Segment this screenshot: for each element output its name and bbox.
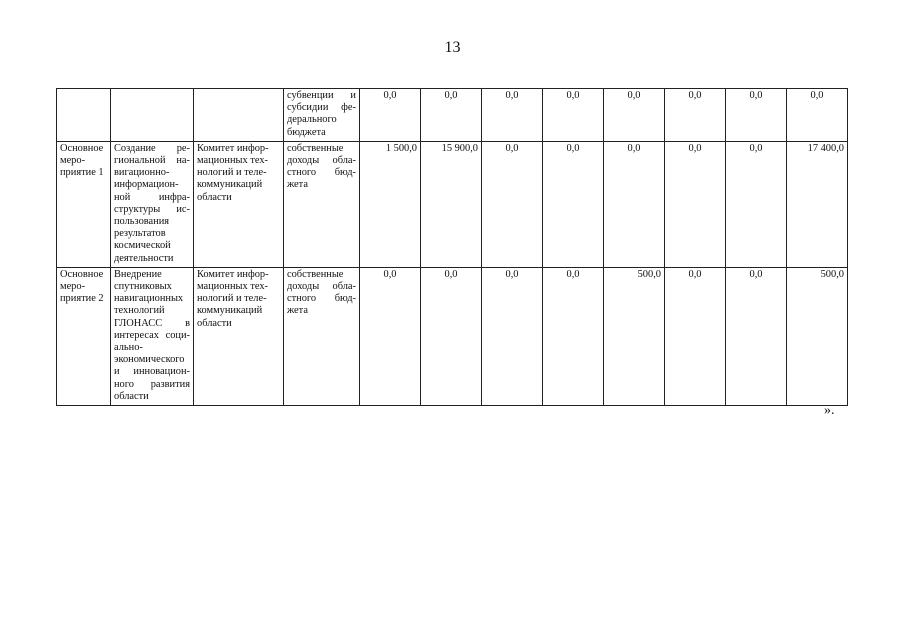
cell-text-line: коммуникаций: [197, 179, 263, 191]
event-cell: [57, 141, 111, 267]
cell-text-line: приятие 2: [60, 293, 104, 305]
cell-text-line: субсидии фе-: [287, 102, 356, 114]
cell-text-line: вигационно-: [114, 167, 170, 179]
cell-text-line: космической: [114, 240, 171, 252]
cell-text-line: мационных тех-: [197, 155, 268, 167]
value-cell: 0,0: [787, 89, 848, 142]
cell-text-line: собственные: [287, 142, 344, 154]
name-cell: [111, 141, 194, 267]
source-cell: [284, 141, 360, 267]
table-row: [57, 267, 848, 405]
cell-text-line: мационных тех-: [197, 281, 268, 293]
cell-text-line: ГЛОНАСС в: [114, 317, 190, 329]
value-cell: 0,0: [482, 141, 543, 267]
cell-text-line: бюджета: [287, 126, 326, 138]
cell-text-line: нологий и теле-: [197, 167, 267, 179]
cell-text-line: гиональной на-: [114, 155, 190, 167]
cell-text-line: ально-: [114, 342, 143, 354]
cell-text-line: результатов: [114, 228, 166, 240]
value-cell: 0,0: [482, 267, 543, 405]
value-cell: 0,0: [604, 141, 665, 267]
page-number: 13: [444, 39, 461, 56]
value-cell: 0,0: [543, 141, 604, 267]
value-cell: 17 400,0: [787, 141, 848, 267]
source-cell: [284, 267, 360, 405]
cell-text-line: Основное: [60, 142, 104, 154]
cell-text-line: нологий и теле-: [197, 293, 267, 305]
executor-cell: [194, 141, 284, 267]
closing-quote: ».: [824, 403, 835, 418]
cell-text-line: спутниковых: [114, 281, 172, 293]
value-cell: 500,0: [787, 267, 848, 405]
value-cell: 0,0: [421, 89, 482, 142]
name-cell: [111, 89, 194, 142]
cell-text-line: области: [197, 191, 232, 203]
cell-text-line: стного бюд-: [287, 167, 356, 179]
cell-text-line: Основное: [60, 268, 104, 280]
value-cell: 0,0: [482, 89, 543, 142]
value-cell: 1 500,0: [360, 141, 421, 267]
event-cell: [57, 89, 111, 142]
table-row: [57, 89, 848, 142]
value-cell: 0,0: [360, 89, 421, 142]
cell-text-line: жета: [287, 305, 308, 317]
cell-text-line: меро-: [60, 281, 86, 293]
value-cell: 0,0: [665, 141, 726, 267]
cell-text-line: Комитет инфор-: [197, 268, 269, 280]
name-cell: [111, 267, 194, 405]
cell-text-line: информацион-: [114, 179, 179, 191]
cell-text-line: приятие 1: [60, 167, 104, 179]
event-cell: [57, 267, 111, 405]
value-cell: 500,0: [604, 267, 665, 405]
cell-text-line: ной инфра-: [114, 191, 190, 203]
cell-text-line: доходы обла-: [287, 281, 356, 293]
cell-text-line: Комитет инфор-: [197, 142, 269, 154]
source-cell: [284, 89, 360, 142]
executor-cell: [194, 89, 284, 142]
cell-text-line: навигационных: [114, 293, 184, 305]
table-body: [57, 89, 848, 406]
value-cell: 0,0: [360, 267, 421, 405]
value-cell: 0,0: [543, 89, 604, 142]
cell-text-line: собственные: [287, 268, 344, 280]
value-cell: 0,0: [726, 141, 787, 267]
value-cell: 0,0: [421, 267, 482, 405]
value-cell: 0,0: [604, 89, 665, 142]
cell-text-line: доходы обла-: [287, 155, 356, 167]
cell-text-line: меро-: [60, 155, 86, 167]
value-cell: 0,0: [543, 267, 604, 405]
cell-text-line: технологий: [114, 305, 165, 317]
cell-text-line: ного развития: [114, 378, 190, 390]
cell-text-line: экономического: [114, 354, 185, 366]
cell-text-line: интересах соци-: [114, 329, 190, 341]
cell-text-line: области: [197, 317, 232, 329]
cell-text-line: коммуникаций: [197, 305, 263, 317]
value-cell: 0,0: [726, 267, 787, 405]
table-row: [57, 141, 848, 267]
cell-text-line: Создание ре-: [114, 142, 190, 154]
cell-text-line: области: [114, 390, 149, 402]
value-cell: 0,0: [665, 89, 726, 142]
value-cell: 0,0: [726, 89, 787, 142]
cell-text-line: жета: [287, 179, 308, 191]
value-cell: 0,0: [665, 267, 726, 405]
cell-text-line: дерального: [287, 114, 337, 126]
value-cell: 15 900,0: [421, 141, 482, 267]
cell-text-line: пользования: [114, 216, 170, 228]
cell-text-line: Внедрение: [114, 268, 162, 280]
cell-text-line: стного бюд-: [287, 293, 356, 305]
executor-cell: [194, 267, 284, 405]
cell-text-line: и инновацион-: [114, 366, 190, 378]
cell-text-line: деятельности: [114, 252, 174, 264]
budget-table: [56, 88, 848, 406]
cell-text-line: субвенции и: [287, 90, 356, 101]
cell-text-line: структуры ис-: [114, 203, 190, 215]
